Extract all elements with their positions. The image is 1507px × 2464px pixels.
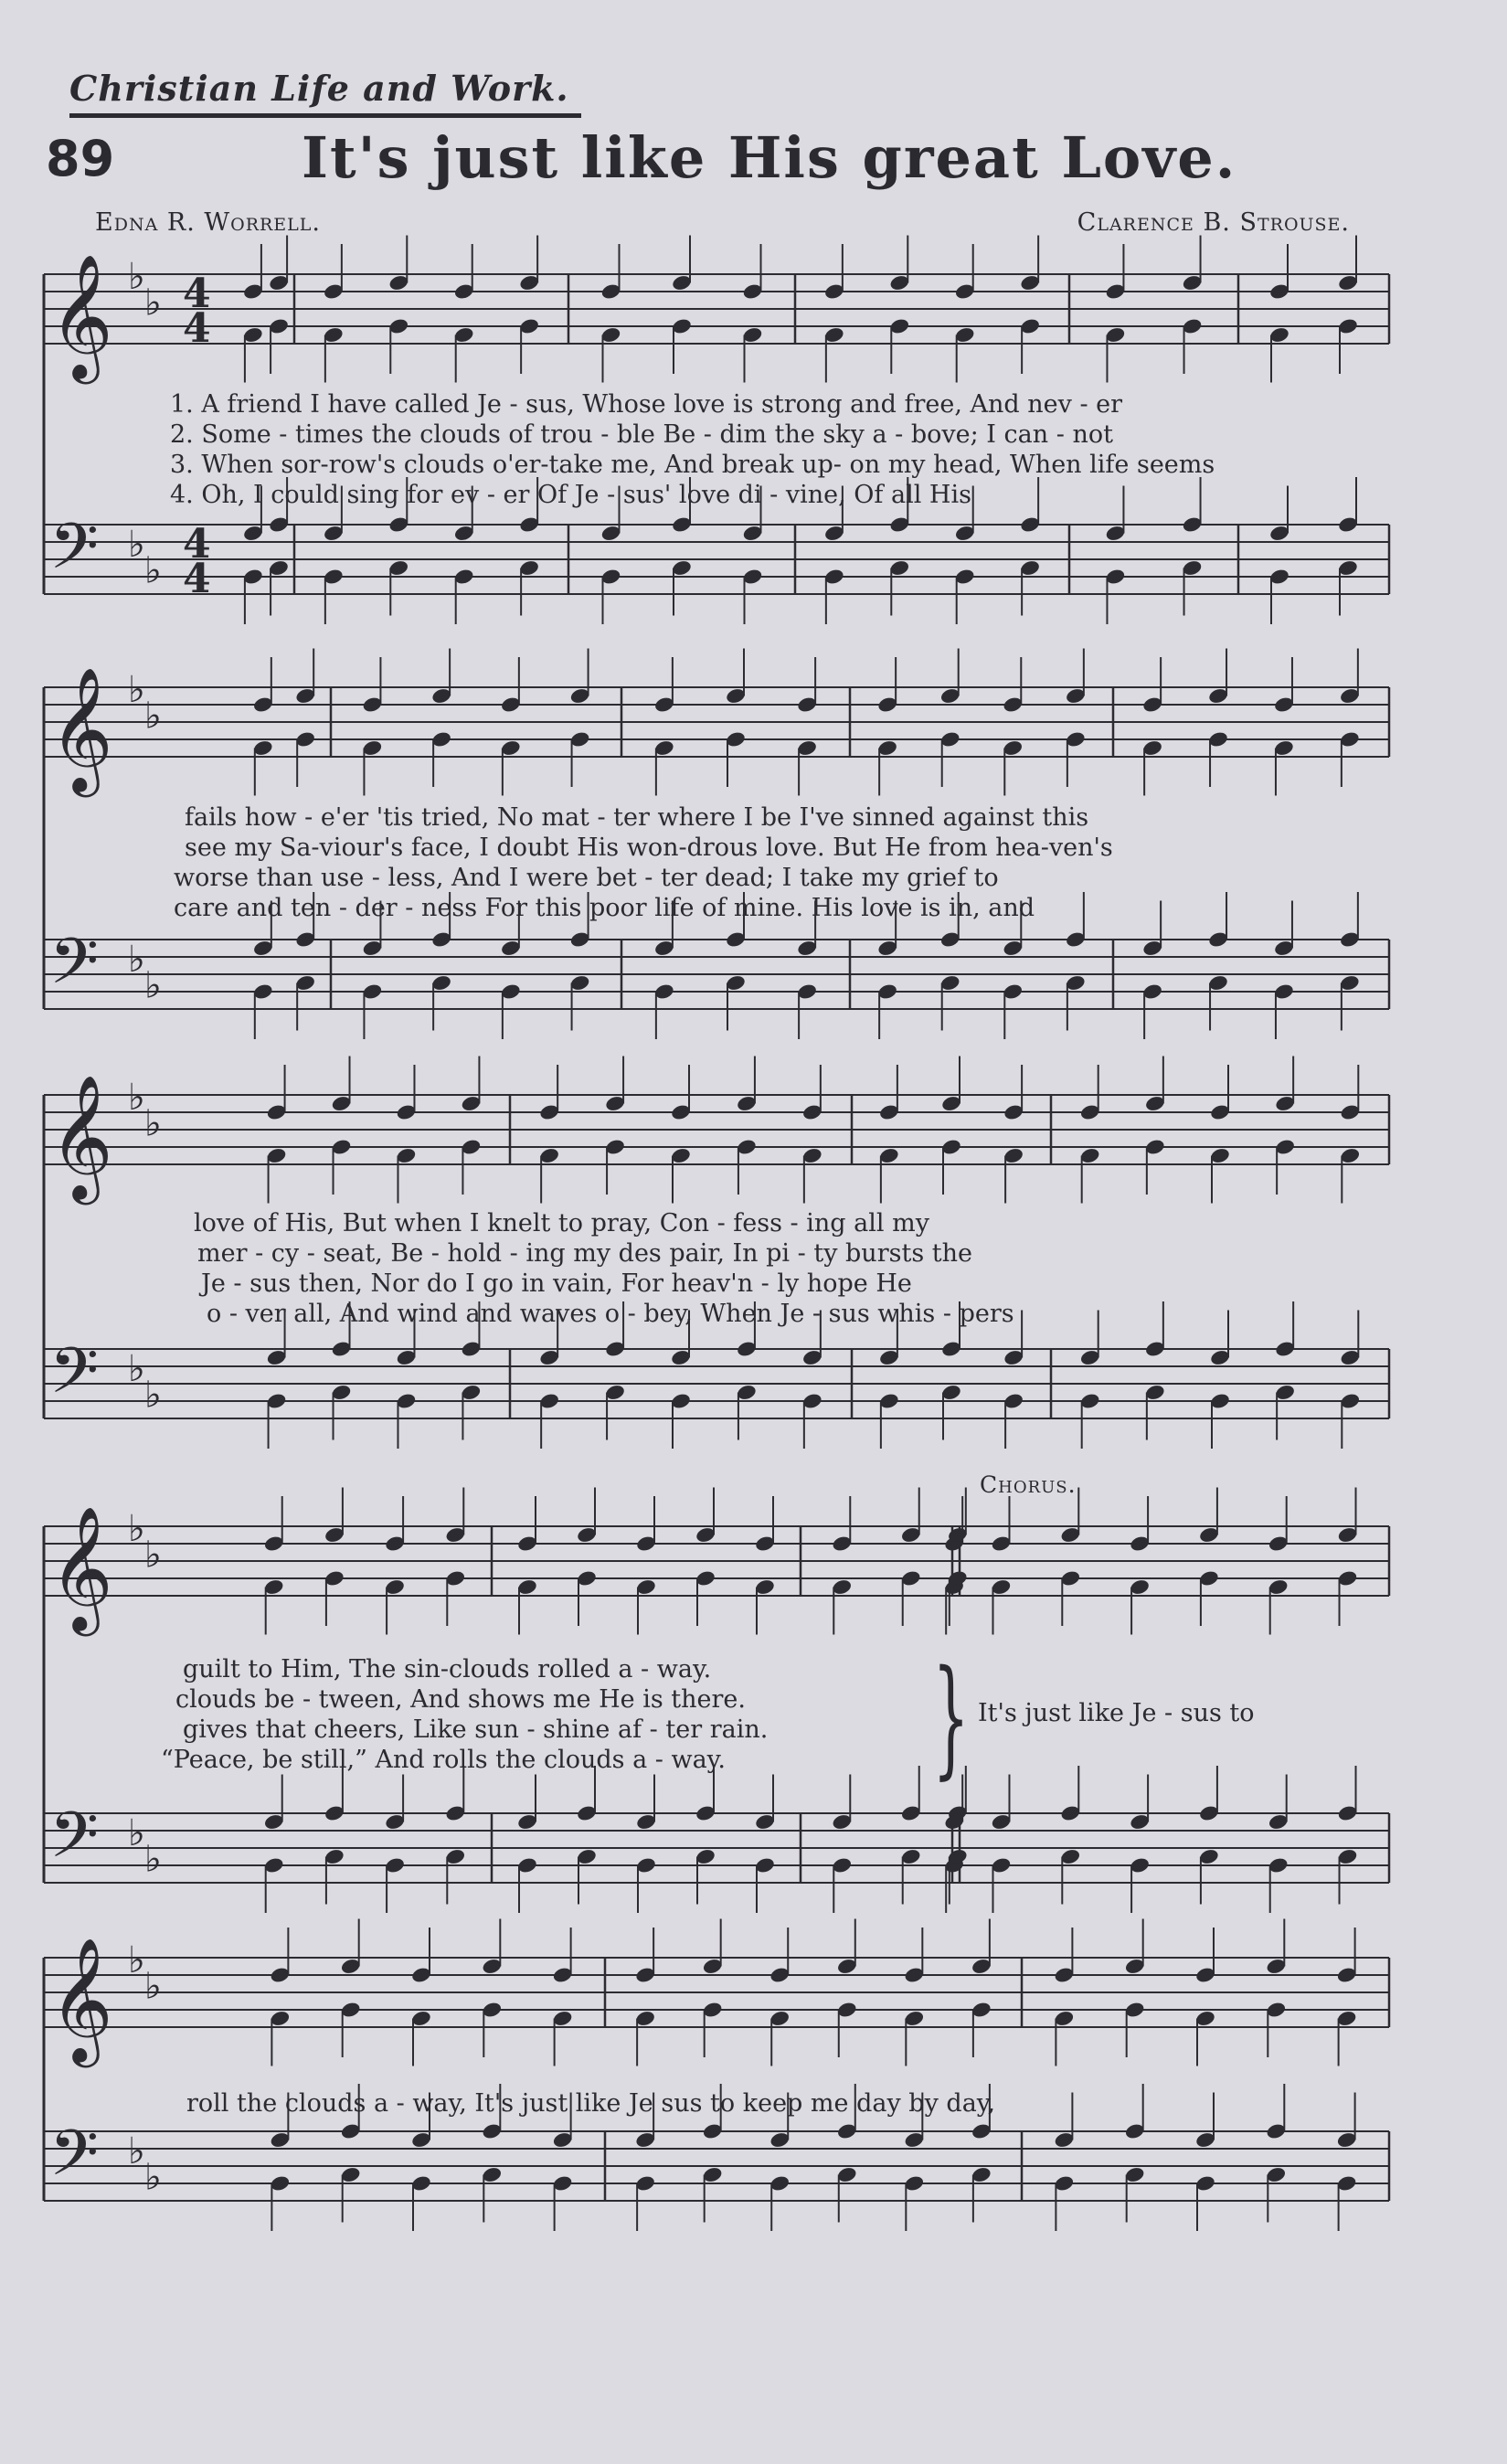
lyric-line: guilt to Him, The sin-clouds rolled a - way. (183, 1655, 712, 1683)
treble-clef: 𝄞 (49, 1936, 113, 2062)
lyric-line: 3. When sor-row's clouds o'er-take me, And break up- on my head, When life seems (170, 451, 1215, 479)
lyric-line: fails how - e'er 'tis tried, No mat - ter where I be I've sinned against this (185, 803, 1089, 832)
hymn-number: 89 (46, 130, 115, 187)
bass-clef: 𝄢 (49, 1798, 100, 1887)
bass-clef: 𝄢 (49, 2116, 100, 2205)
flat-sign: ♭ (144, 549, 162, 592)
flat-sign: ♭ (128, 1812, 145, 1854)
flat-sign: ♭ (128, 1077, 145, 1119)
flat-sign: ♭ (144, 1965, 162, 2008)
time-signature: 4 (183, 305, 211, 352)
verse-brace: } (932, 1643, 970, 1792)
flat-sign: ♭ (144, 1838, 162, 1881)
lyric-line: roll the clouds a - way, It's just like Je sus to keep me day by day, (186, 2089, 996, 2118)
flat-sign: ♭ (128, 1348, 145, 1390)
flat-sign: ♭ (128, 256, 145, 298)
hymn-title: It's just like His great Love. (302, 124, 1237, 191)
lyric-line: 1. A friend I have called Je - sus, Whose love is strong and free, And nev - er (170, 390, 1123, 419)
flat-sign: ♭ (144, 281, 162, 324)
time-signature: 4 (183, 556, 211, 602)
lyric-line: 4. Oh, I could sing for ev - er Of Je - sus' love di - vine, Of all His (170, 481, 971, 509)
lyric-line: clouds be - tween, And shows me He is there. (175, 1685, 746, 1714)
lyric-line: worse than use - less, And I were bet - ter dead; I take my grief to (174, 864, 999, 892)
lyric-line: mer - cy - seat, Be - hold - ing my des pair, In pi - ty bursts the (197, 1239, 972, 1268)
flat-sign: ♭ (144, 2156, 162, 2199)
hymn-author: Edna R. Worrell. (95, 208, 321, 237)
flat-sign: ♭ (128, 1939, 145, 1981)
flat-sign: ♭ (144, 1374, 162, 1417)
time-signature: 4 (183, 521, 211, 568)
flat-sign: ♭ (144, 1534, 162, 1577)
flat-sign: ♭ (128, 524, 145, 566)
flat-sign: ♭ (128, 1508, 145, 1550)
bass-clef: 𝄢 (49, 509, 100, 599)
treble-clef: 𝄞 (49, 252, 113, 378)
section-header: Christian Life and Work. (69, 68, 569, 109)
lyric-line: gives that cheers, Like sun - shine af - ter rain. (183, 1715, 769, 1744)
lyric-line: see my Sa-viour's face, I doubt His won-drous love. But He from hea-ven's (185, 834, 1113, 862)
bass-clef: 𝄢 (49, 1333, 100, 1423)
flat-sign: ♭ (128, 2130, 145, 2172)
lyric-line: Je - sus then, Nor do I go in vain, For heav'n - ly hope He (201, 1269, 912, 1298)
hymn-composer: Clarence B. Strouse. (1077, 208, 1350, 237)
lyric-line: care and ten - der - ness For this poor life of mine. His love is in, and (174, 894, 1035, 922)
lyric-line: “Peace, be still,” And rolls the clouds a - way. (161, 1746, 726, 1774)
flat-sign: ♭ (128, 669, 145, 711)
lyric-line: love of His, But when I knelt to pray, Con - fess - ing all my (194, 1209, 929, 1237)
treble-clef: 𝄞 (49, 665, 113, 791)
treble-clef: 𝄞 (49, 1073, 113, 1199)
time-signature: 4 (183, 271, 211, 317)
flat-sign: ♭ (128, 939, 145, 981)
flat-sign: ♭ (144, 1102, 162, 1145)
lyric-line: 2. Some - times the clouds of trou - ble Be - dim the sky a - bove; I can - not (170, 420, 1113, 449)
bass-clef: 𝄢 (49, 924, 100, 1014)
chorus-lyric-line: It's just like Je - sus to (978, 1699, 1255, 1727)
flat-sign: ♭ (144, 695, 162, 738)
chorus-label: Chorus. (980, 1471, 1077, 1498)
treble-clef: 𝄞 (49, 1504, 113, 1630)
lyric-line: o - ver all, And wind and waves o - bey, When Je - sus whis - pers (207, 1300, 1014, 1328)
flat-sign: ♭ (144, 964, 162, 1007)
